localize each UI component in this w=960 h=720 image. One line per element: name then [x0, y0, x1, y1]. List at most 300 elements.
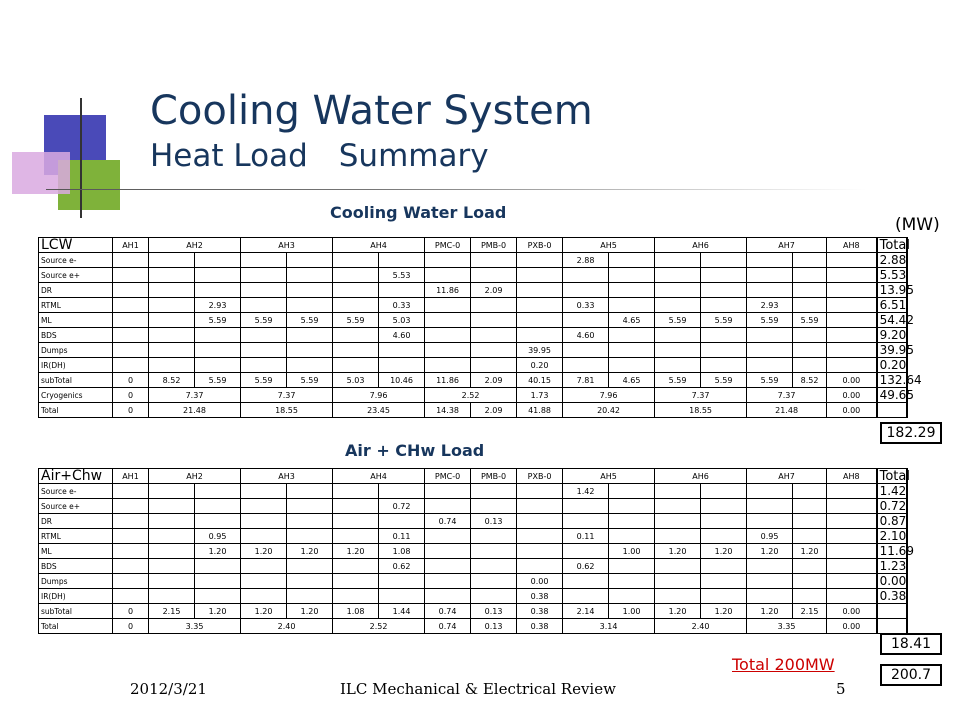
air-cell — [793, 484, 827, 499]
air-cell: 0.11 — [379, 529, 425, 544]
air-cell: 0.38 — [517, 619, 563, 634]
lcw-cell — [333, 328, 379, 343]
air-cell — [793, 529, 827, 544]
air-cell — [287, 589, 333, 604]
lcw-row-total: 13.95 — [877, 283, 907, 298]
lcw-cell — [149, 313, 195, 328]
air-cell — [287, 514, 333, 529]
deco-pink-square — [12, 152, 70, 194]
air-cell — [747, 484, 793, 499]
air-cell: 0.72 — [379, 499, 425, 514]
lcw-cell: 20.42 — [563, 403, 655, 418]
lcw-row — [39, 253, 908, 268]
lcw-cell — [425, 253, 471, 268]
lcw-total-header: Total — [877, 238, 907, 253]
lcw-cell — [471, 268, 517, 283]
lcw-cell — [113, 298, 149, 313]
lcw-cell — [471, 358, 517, 373]
air-cell — [195, 514, 241, 529]
air-cell — [793, 559, 827, 574]
lcw-cell — [195, 343, 241, 358]
air-cell: 2.14 — [563, 604, 609, 619]
lcw-cell — [287, 283, 333, 298]
unit-label: (MW) — [895, 215, 940, 235]
lcw-cell — [701, 358, 747, 373]
air-header-row — [39, 469, 908, 484]
air-cell: 1.20 — [655, 604, 701, 619]
air-row-label: Source e- — [39, 484, 113, 499]
air-cell — [379, 514, 425, 529]
air-cell — [793, 589, 827, 604]
lcw-cell: 4.65 — [609, 313, 655, 328]
air-cell — [827, 589, 877, 604]
lcw-row-total: 49.65 — [877, 388, 907, 403]
lcw-cell — [425, 298, 471, 313]
air-cell: 0.62 — [563, 559, 609, 574]
lcw-row — [39, 313, 908, 328]
air-cell — [333, 559, 379, 574]
air-cell — [149, 544, 195, 559]
air-cell: 1.20 — [241, 544, 287, 559]
lcw-cell — [827, 358, 877, 373]
lcw-cell — [827, 268, 877, 283]
lcw-cell: 18.55 — [655, 403, 747, 418]
air-cell — [241, 589, 287, 604]
lcw-cell: 5.53 — [379, 268, 425, 283]
lcw-cell — [517, 253, 563, 268]
air-cell — [701, 499, 747, 514]
air-column-header: AH3 — [241, 469, 333, 484]
lcw-cell — [563, 343, 609, 358]
lcw-cell: 41.88 — [517, 403, 563, 418]
lcw-cell — [113, 253, 149, 268]
lcw-cell: 2.88 — [563, 253, 609, 268]
air-cell — [149, 499, 195, 514]
air-cell — [609, 529, 655, 544]
air-cell — [701, 529, 747, 544]
lcw-cell: 5.59 — [701, 313, 747, 328]
lcw-cell: 4.65 — [609, 373, 655, 388]
air-column-header: AH8 — [827, 469, 877, 484]
air-cell: 0 — [113, 619, 149, 634]
lcw-cell — [793, 328, 827, 343]
air-cell — [113, 529, 149, 544]
air-cell — [827, 514, 877, 529]
lcw-cell — [287, 298, 333, 313]
lcw-row-label: RTML — [39, 298, 113, 313]
air-cell: 0.11 — [563, 529, 609, 544]
lcw-cell: 8.52 — [149, 373, 195, 388]
air-cell: 2.15 — [149, 604, 195, 619]
lcw-cell: 5.59 — [701, 373, 747, 388]
air-cell — [655, 559, 701, 574]
lcw-cell: 2.09 — [471, 403, 517, 418]
air-cell: 1.20 — [287, 604, 333, 619]
lcw-cell — [517, 268, 563, 283]
lcw-cell: 5.59 — [333, 313, 379, 328]
air-cell — [113, 574, 149, 589]
air-row-label: Total — [39, 619, 113, 634]
lcw-cell — [701, 268, 747, 283]
lcw-cell — [149, 343, 195, 358]
air-cell — [195, 484, 241, 499]
air-row-label: BDS — [39, 559, 113, 574]
lcw-cell — [609, 343, 655, 358]
air-table — [38, 467, 914, 634]
lcw-column-header: PMB-0 — [471, 238, 517, 253]
air-row-total: 0.00 — [877, 574, 907, 589]
air-cell — [747, 589, 793, 604]
air-cell — [287, 499, 333, 514]
air-cell: 0.00 — [517, 574, 563, 589]
air-cell — [793, 514, 827, 529]
lcw-cell: 4.60 — [379, 328, 425, 343]
air-column-header: AH4 — [333, 469, 425, 484]
lcw-cell — [517, 328, 563, 343]
air-cell — [149, 574, 195, 589]
air-row-total — [877, 604, 907, 619]
air-cell — [149, 589, 195, 604]
lcw-cell: 1.73 — [517, 388, 563, 403]
air-row-label: Dumps — [39, 574, 113, 589]
air-cell — [827, 499, 877, 514]
lcw-cell — [517, 313, 563, 328]
lcw-cell: 5.59 — [287, 373, 333, 388]
air-cell — [471, 574, 517, 589]
lcw-cell — [149, 283, 195, 298]
lcw-cell: 5.59 — [241, 313, 287, 328]
deco-vline — [80, 98, 82, 218]
lcw-cell: 7.37 — [747, 388, 827, 403]
lcw-cell — [747, 343, 793, 358]
lcw-cell: 5.59 — [747, 313, 793, 328]
lcw-cell — [379, 283, 425, 298]
lcw-row — [39, 343, 908, 358]
lcw-cell — [701, 298, 747, 313]
lcw-cell — [241, 253, 287, 268]
air-cell: 1.20 — [701, 604, 747, 619]
lcw-cell — [195, 358, 241, 373]
air-cell — [563, 589, 609, 604]
lcw-cell: 4.60 — [563, 328, 609, 343]
air-cell: 0.74 — [425, 619, 471, 634]
lcw-cell: 0.00 — [827, 388, 877, 403]
lcw-cell — [563, 283, 609, 298]
air-cell: 0.74 — [425, 514, 471, 529]
lcw-cell — [655, 343, 701, 358]
lcw-cell — [747, 268, 793, 283]
air-row — [39, 574, 908, 589]
lcw-cell — [655, 328, 701, 343]
lcw-cell — [241, 358, 287, 373]
total-200mw-link[interactable]: Total 200MW — [732, 655, 835, 674]
lcw-cell — [113, 328, 149, 343]
lcw-cell: 2.93 — [195, 298, 241, 313]
lcw-column-header: AH1 — [113, 238, 149, 253]
air-row — [39, 499, 908, 514]
air-row — [39, 484, 908, 499]
lcw-cell: 0.00 — [827, 373, 877, 388]
lcw-cell — [195, 283, 241, 298]
lcw-row — [39, 328, 908, 343]
lcw-cell — [793, 343, 827, 358]
lcw-column-header: PMC-0 — [425, 238, 471, 253]
lcw-cell — [471, 253, 517, 268]
lcw-cell — [425, 343, 471, 358]
air-cell — [149, 529, 195, 544]
lcw-row-label: Source e- — [39, 253, 113, 268]
lcw-row-label: subTotal — [39, 373, 113, 388]
air-grand-total-box — [880, 633, 942, 655]
lcw-cell: 7.96 — [563, 388, 655, 403]
air-cell — [827, 484, 877, 499]
air-row-total: 1.42 — [877, 484, 907, 499]
air-cell — [149, 484, 195, 499]
lcw-cell — [113, 313, 149, 328]
lcw-cell — [287, 268, 333, 283]
air-cell — [195, 589, 241, 604]
air-cell — [471, 529, 517, 544]
lcw-cell — [333, 358, 379, 373]
air-cell — [195, 499, 241, 514]
lcw-cell: 10.46 — [379, 373, 425, 388]
air-cell: 0.74 — [425, 604, 471, 619]
lcw-cell — [563, 313, 609, 328]
air-row — [39, 589, 908, 604]
air-row-label: Source e+ — [39, 499, 113, 514]
lcw-cell — [149, 358, 195, 373]
air-column-header: PMB-0 — [471, 469, 517, 484]
lcw-cell — [425, 313, 471, 328]
lcw-cell — [655, 253, 701, 268]
lcw-cell — [701, 283, 747, 298]
air-row — [39, 604, 908, 619]
lcw-cell: 2.52 — [425, 388, 517, 403]
lcw-cell — [793, 268, 827, 283]
air-cell — [517, 514, 563, 529]
lcw-cell — [517, 298, 563, 313]
air-cell — [471, 589, 517, 604]
footer-page: 5 — [836, 680, 846, 698]
lcw-column-header: PXB-0 — [517, 238, 563, 253]
lcw-column-header: AH8 — [827, 238, 877, 253]
lcw-corner-label: LCW — [39, 238, 113, 253]
air-cell: 1.20 — [195, 544, 241, 559]
air-column-header: AH7 — [747, 469, 827, 484]
air-cell — [241, 529, 287, 544]
lcw-cell: 0.20 — [517, 358, 563, 373]
lcw-row — [39, 403, 908, 418]
air-cell — [793, 574, 827, 589]
air-cell: 1.20 — [195, 604, 241, 619]
air-cell — [149, 514, 195, 529]
deco-hline — [46, 189, 866, 190]
air-cell — [563, 544, 609, 559]
air-cell — [609, 514, 655, 529]
lcw-cell — [113, 268, 149, 283]
air-cell — [113, 589, 149, 604]
lcw-cell: 18.55 — [241, 403, 333, 418]
lcw-cell — [471, 298, 517, 313]
air-cell: 3.35 — [149, 619, 241, 634]
lcw-grand-total: 182.29 — [886, 425, 936, 441]
lcw-cell: 21.48 — [149, 403, 241, 418]
air-row-label: subTotal — [39, 604, 113, 619]
lcw-cell: 23.45 — [333, 403, 425, 418]
lcw-cell: 0 — [113, 403, 149, 418]
air-cell — [195, 559, 241, 574]
overall-total: 200.7 — [890, 667, 932, 683]
lcw-row-total: 132.64 — [877, 373, 907, 388]
air-row-total — [877, 619, 907, 634]
air-cell — [425, 499, 471, 514]
lcw-cell — [287, 253, 333, 268]
lcw-row-label: IR(DH) — [39, 358, 113, 373]
air-cell — [241, 499, 287, 514]
air-column-header: PMC-0 — [425, 469, 471, 484]
air-cell — [609, 574, 655, 589]
lcw-column-header: AH3 — [241, 238, 333, 253]
air-cell: 3.35 — [747, 619, 827, 634]
lcw-cell — [149, 268, 195, 283]
air-cell — [149, 559, 195, 574]
lcw-row-total — [877, 403, 907, 418]
air-row-total: 1.23 — [877, 559, 907, 574]
lcw-caption: Cooling Water Load — [330, 203, 507, 222]
lcw-cell — [425, 328, 471, 343]
lcw-cell — [287, 358, 333, 373]
lcw-header-row — [39, 238, 908, 253]
lcw-cell: 8.52 — [793, 373, 827, 388]
air-column-header: AH1 — [113, 469, 149, 484]
lcw-column-header: AH6 — [655, 238, 747, 253]
lcw-cell — [471, 343, 517, 358]
lcw-cell — [701, 328, 747, 343]
lcw-grand-total-box — [880, 422, 942, 444]
lcw-cell — [333, 298, 379, 313]
lcw-cell: 0 — [113, 388, 149, 403]
lcw-cell: 5.59 — [747, 373, 793, 388]
air-cell: 1.20 — [287, 544, 333, 559]
air-cell — [747, 499, 793, 514]
air-grand-total: 18.41 — [890, 636, 932, 652]
lcw-cell: 5.59 — [287, 313, 333, 328]
lcw-cell — [609, 298, 655, 313]
air-cell — [827, 529, 877, 544]
lcw-cell — [827, 253, 877, 268]
lcw-cell — [241, 328, 287, 343]
air-cell: 1.20 — [793, 544, 827, 559]
air-cell — [425, 484, 471, 499]
air-cell: 0.62 — [379, 559, 425, 574]
slide-title — [150, 88, 593, 176]
lcw-cell: 5.03 — [379, 313, 425, 328]
lcw-cell — [701, 253, 747, 268]
air-column-header: AH5 — [563, 469, 655, 484]
lcw-cell — [113, 283, 149, 298]
lcw-cell — [793, 358, 827, 373]
air-cell: 0.13 — [471, 514, 517, 529]
lcw-cell — [195, 268, 241, 283]
air-cell — [609, 589, 655, 604]
air-column-header: PXB-0 — [517, 469, 563, 484]
lcw-cell — [149, 298, 195, 313]
lcw-cell — [563, 358, 609, 373]
lcw-row-label: Source e+ — [39, 268, 113, 283]
lcw-cell: 7.37 — [149, 388, 241, 403]
air-cell — [701, 559, 747, 574]
air-row-label: ML — [39, 544, 113, 559]
lcw-cell — [701, 343, 747, 358]
lcw-cell — [827, 283, 877, 298]
lcw-cell — [195, 328, 241, 343]
lcw-column-header: AH5 — [563, 238, 655, 253]
lcw-cell: 0 — [113, 373, 149, 388]
air-cell — [655, 514, 701, 529]
air-cell — [287, 559, 333, 574]
lcw-cell — [827, 313, 877, 328]
air-cell — [333, 574, 379, 589]
lcw-cell: 21.48 — [747, 403, 827, 418]
lcw-cell — [241, 343, 287, 358]
air-cell: 1.20 — [241, 604, 287, 619]
air-cell — [113, 499, 149, 514]
air-row-total: 11.69 — [877, 544, 907, 559]
lcw-row — [39, 373, 908, 388]
air-cell — [425, 574, 471, 589]
air-row-total: 0.72 — [877, 499, 907, 514]
lcw-cell: 7.96 — [333, 388, 425, 403]
air-cell — [563, 499, 609, 514]
lcw-column-header: AH7 — [747, 238, 827, 253]
lcw-cell — [793, 253, 827, 268]
air-total-header: Total — [877, 469, 907, 484]
air-cell: 0.95 — [747, 529, 793, 544]
air-cell — [379, 574, 425, 589]
lcw-row — [39, 388, 908, 403]
lcw-row-label: DR — [39, 283, 113, 298]
air-cell — [113, 559, 149, 574]
air-cell — [517, 544, 563, 559]
air-column-header: AH6 — [655, 469, 747, 484]
air-cell — [655, 499, 701, 514]
air-cell — [333, 499, 379, 514]
air-cell — [287, 574, 333, 589]
lcw-column-header: AH2 — [149, 238, 241, 253]
lcw-cell — [655, 268, 701, 283]
air-cell: 0.38 — [517, 589, 563, 604]
lcw-cell — [655, 358, 701, 373]
lcw-cell — [793, 283, 827, 298]
air-row-label: DR — [39, 514, 113, 529]
air-cell: 0.00 — [827, 604, 877, 619]
lcw-cell: 5.59 — [655, 313, 701, 328]
air-cell: 0.13 — [471, 604, 517, 619]
air-cell — [609, 559, 655, 574]
lcw-cell — [609, 328, 655, 343]
lcw-row-label: BDS — [39, 328, 113, 343]
lcw-cell — [827, 328, 877, 343]
lcw-cell — [241, 298, 287, 313]
air-cell: 2.40 — [655, 619, 747, 634]
lcw-cell — [379, 358, 425, 373]
lcw-cell — [609, 268, 655, 283]
lcw-cell: 5.03 — [333, 373, 379, 388]
lcw-cell — [149, 328, 195, 343]
air-caption: Air + CHw Load — [345, 441, 485, 460]
lcw-cell: 14.38 — [425, 403, 471, 418]
air-column-header: AH2 — [149, 469, 241, 484]
